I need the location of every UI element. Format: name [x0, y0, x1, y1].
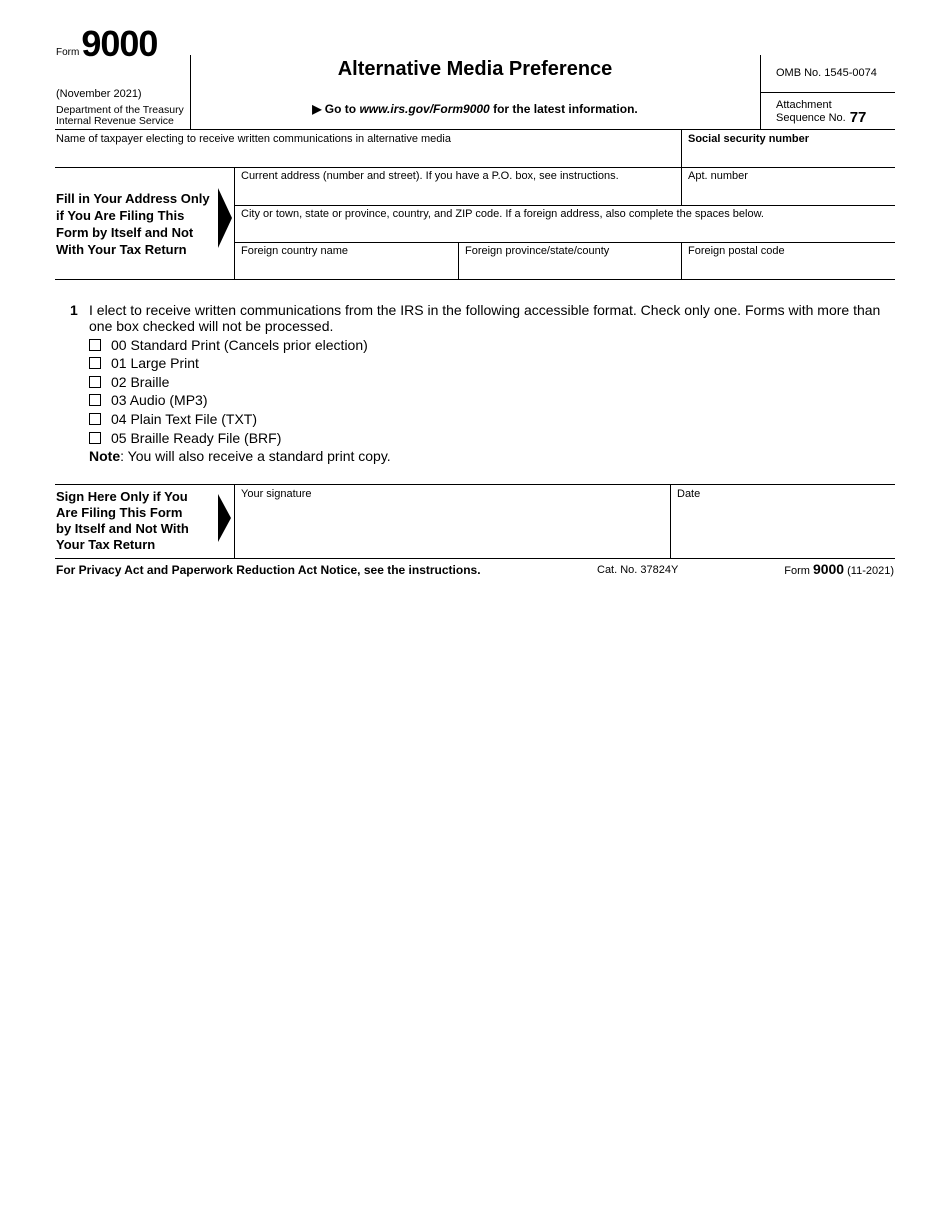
form-id [56, 23, 158, 64]
signature-label: Your signature [241, 488, 312, 500]
form-number: 9000 [81, 23, 158, 64]
taxpayer-name-label: Name of taxpayer electing to receive written communications in alternative media [56, 133, 451, 145]
address-arrow-icon [218, 188, 232, 248]
sign-instruction [56, 489, 189, 553]
street-input[interactable] [237, 184, 679, 204]
ssn-input[interactable] [683, 147, 893, 166]
apt-label: Apt. number [688, 170, 748, 182]
option-label: 03 Audio (MP3) [111, 392, 208, 408]
option-standard-print[interactable] [89, 337, 368, 353]
goto-line [190, 102, 760, 116]
address-instruction-line2: if You Are Filing This [56, 208, 185, 223]
goto-suffix: for the latest information. [489, 102, 638, 116]
note-text: : You will also receive a standard print copy. [120, 448, 391, 464]
sign-instruction-line3: by Itself and Not With [56, 521, 189, 536]
city-label: City or town, state or province, country, and ZIP code. If a foreign address, also complete the spaces below. [241, 208, 764, 220]
foreign-postal-input[interactable] [683, 259, 893, 278]
option-label: 00 Standard Print (Cancels prior election) [111, 337, 368, 353]
option-audio-mp3[interactable] [89, 392, 208, 408]
option-large-print[interactable] [89, 355, 199, 371]
cat-number: Cat. No. 37824Y [597, 564, 679, 576]
option-label: 04 Plain Text File (TXT) [111, 411, 258, 427]
privacy-notice: For Privacy Act and Paperwork Reduction Act Notice, see the instructions. [56, 563, 481, 577]
ssn-label: Social security number [688, 133, 810, 145]
sign-instruction-line2: Are Filing This Form [56, 505, 183, 520]
option-plain-text[interactable] [89, 411, 257, 427]
sequence-label: Sequence No. [776, 112, 846, 124]
goto-url[interactable]: www.irs.gov/Form9000 [359, 102, 490, 116]
option-label: 01 Large Print [111, 355, 199, 371]
date-input[interactable] [672, 504, 893, 556]
taxpayer-name-input[interactable] [56, 147, 680, 166]
foreign-country-input[interactable] [237, 259, 456, 278]
street-label: Current address (number and street). If you have a P.O. box, see instructions. [241, 170, 619, 182]
signature-input[interactable] [237, 504, 668, 556]
city-input[interactable] [237, 222, 893, 241]
option-label: 05 Braille Ready File (BRF) [111, 430, 282, 446]
goto-prefix: ▶ Go to [312, 102, 360, 116]
omb-number: OMB No. 1545-0074 [776, 67, 877, 79]
form-revision: (November 2021) [56, 88, 142, 100]
sequence-number: 77 [849, 109, 867, 126]
option-braille[interactable] [89, 374, 169, 390]
footer-form-id [784, 561, 894, 577]
address-instruction-line1: Fill in Your Address Only [56, 191, 210, 206]
foreign-country-label: Foreign country name [241, 245, 348, 257]
checkbox-braille-ready[interactable] [89, 432, 101, 444]
attachment [776, 100, 866, 124]
footer-form-number: 9000 [812, 561, 845, 577]
address-instruction-line4: With Your Tax Return [56, 242, 187, 257]
date-label: Date [677, 488, 701, 500]
line1-number: 1 [70, 302, 78, 318]
sequence [776, 111, 866, 124]
sign-instruction-line1: Sign Here Only if You [56, 489, 188, 504]
option-braille-ready[interactable] [89, 430, 281, 446]
sign-arrow-icon [218, 494, 231, 542]
apt-input[interactable] [683, 184, 893, 204]
form-title: Alternative Media Preference [337, 58, 613, 80]
footer-form-revision: (11-2021) [847, 565, 894, 577]
line1-text [89, 302, 899, 334]
line1-text-line2: one box checked will not be processed. [89, 318, 334, 334]
checkbox-large-print[interactable] [89, 357, 101, 369]
address-instruction-line3: Form by Itself and Not [56, 225, 194, 240]
checkbox-plain-text[interactable] [89, 413, 101, 425]
department [56, 105, 184, 127]
form-prefix: Form [56, 47, 80, 58]
checkbox-braille[interactable] [89, 376, 101, 388]
checkbox-standard-print[interactable] [89, 339, 101, 351]
note [89, 448, 391, 464]
department-line2: Internal Revenue Service [56, 115, 174, 127]
foreign-province-input[interactable] [460, 259, 679, 278]
note-label: Note [89, 448, 121, 464]
footer-form-prefix: Form [784, 565, 810, 577]
foreign-province-label: Foreign province/state/county [465, 245, 610, 257]
sign-instruction-line4: Your Tax Return [56, 537, 156, 552]
foreign-postal-label: Foreign postal code [688, 245, 785, 257]
option-label: 02 Braille [111, 374, 170, 390]
line1-text-line1: I elect to receive written communications from the IRS in the following accessible format. Check only one. Forms with more than [89, 302, 881, 318]
attachment-label: Attachment [776, 99, 832, 111]
address-instruction [56, 190, 210, 258]
department-line1: Department of the Treasury [56, 104, 184, 116]
checkbox-audio-mp3[interactable] [89, 394, 101, 406]
